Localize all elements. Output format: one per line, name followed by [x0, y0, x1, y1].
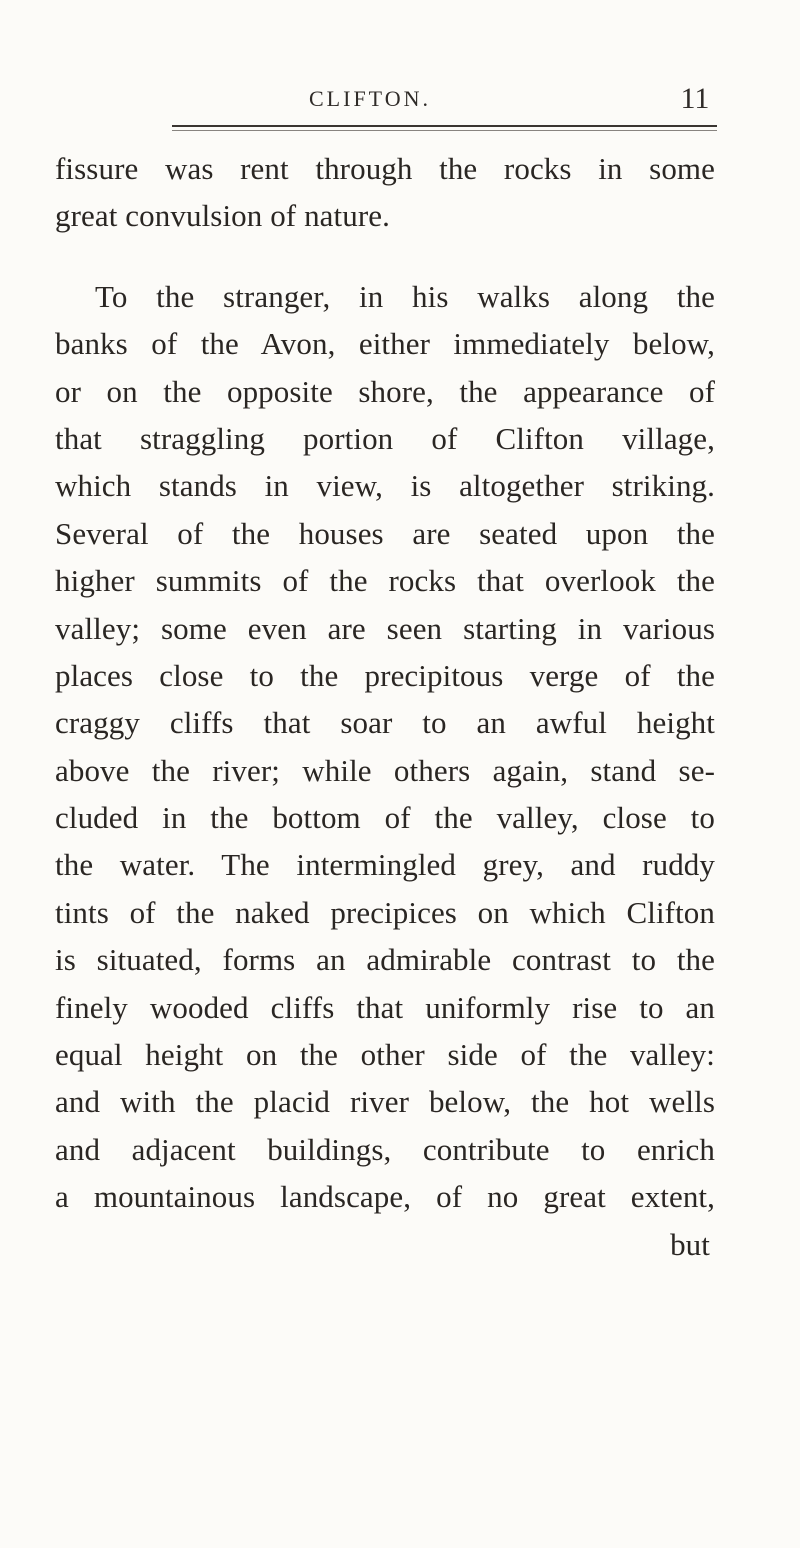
- text-line: finely wooded cliffs that uniformly rise to an: [55, 989, 715, 1025]
- text-line: tints of the naked precipices on which Clifton: [55, 894, 715, 930]
- text-line: and adjacent buildings, contribute to enrich: [55, 1131, 715, 1167]
- body-text: [55, 145, 715, 1268]
- header-rule-thin: [172, 130, 717, 131]
- header-rule: [172, 125, 717, 127]
- text-line: equal height on the other side of the valley:: [55, 1037, 715, 1073]
- text-line: banks of the Avon, either immediately below,: [55, 326, 715, 362]
- catchword: but: [670, 1226, 710, 1262]
- text-line: great convulsion of nature.: [55, 198, 390, 234]
- page-number: 11: [680, 82, 710, 115]
- running-head: [0, 82, 800, 126]
- text-line: is situated, forms an admirable contrast to the: [55, 942, 715, 978]
- text-line: or on the opposite shore, the appearance of: [55, 373, 715, 409]
- text-line: places close to the precipitous verge of the: [55, 657, 715, 693]
- text-line: valley; some even are seen starting in various: [55, 610, 715, 646]
- text-line: cluded in the bottom of the valley, close to: [55, 800, 715, 836]
- text-line: Several of the houses are seated upon the: [55, 515, 715, 551]
- text-line: a mountainous landscape, of no great extent,: [55, 1179, 715, 1215]
- text-line: that straggling portion of Clifton village,: [55, 420, 715, 456]
- text-line: above the river; while others again, stand se-: [55, 752, 715, 788]
- text-line: and with the placid river below, the hot wells: [55, 1084, 715, 1120]
- text-line: which stands in view, is altogether striking.: [55, 468, 715, 504]
- text-line: higher summits of the rocks that overlook the: [55, 563, 715, 599]
- text-line: To the stranger, in his walks along the: [95, 278, 715, 314]
- running-title: CLIFTON.: [309, 86, 431, 111]
- text-line: craggy cliffs that soar to an awful height: [55, 705, 715, 741]
- paragraph-gap: [55, 240, 715, 273]
- text-line: the water. The intermingled grey, and ruddy: [55, 847, 715, 883]
- text-line: fissure was rent through the rocks in some: [55, 151, 715, 186]
